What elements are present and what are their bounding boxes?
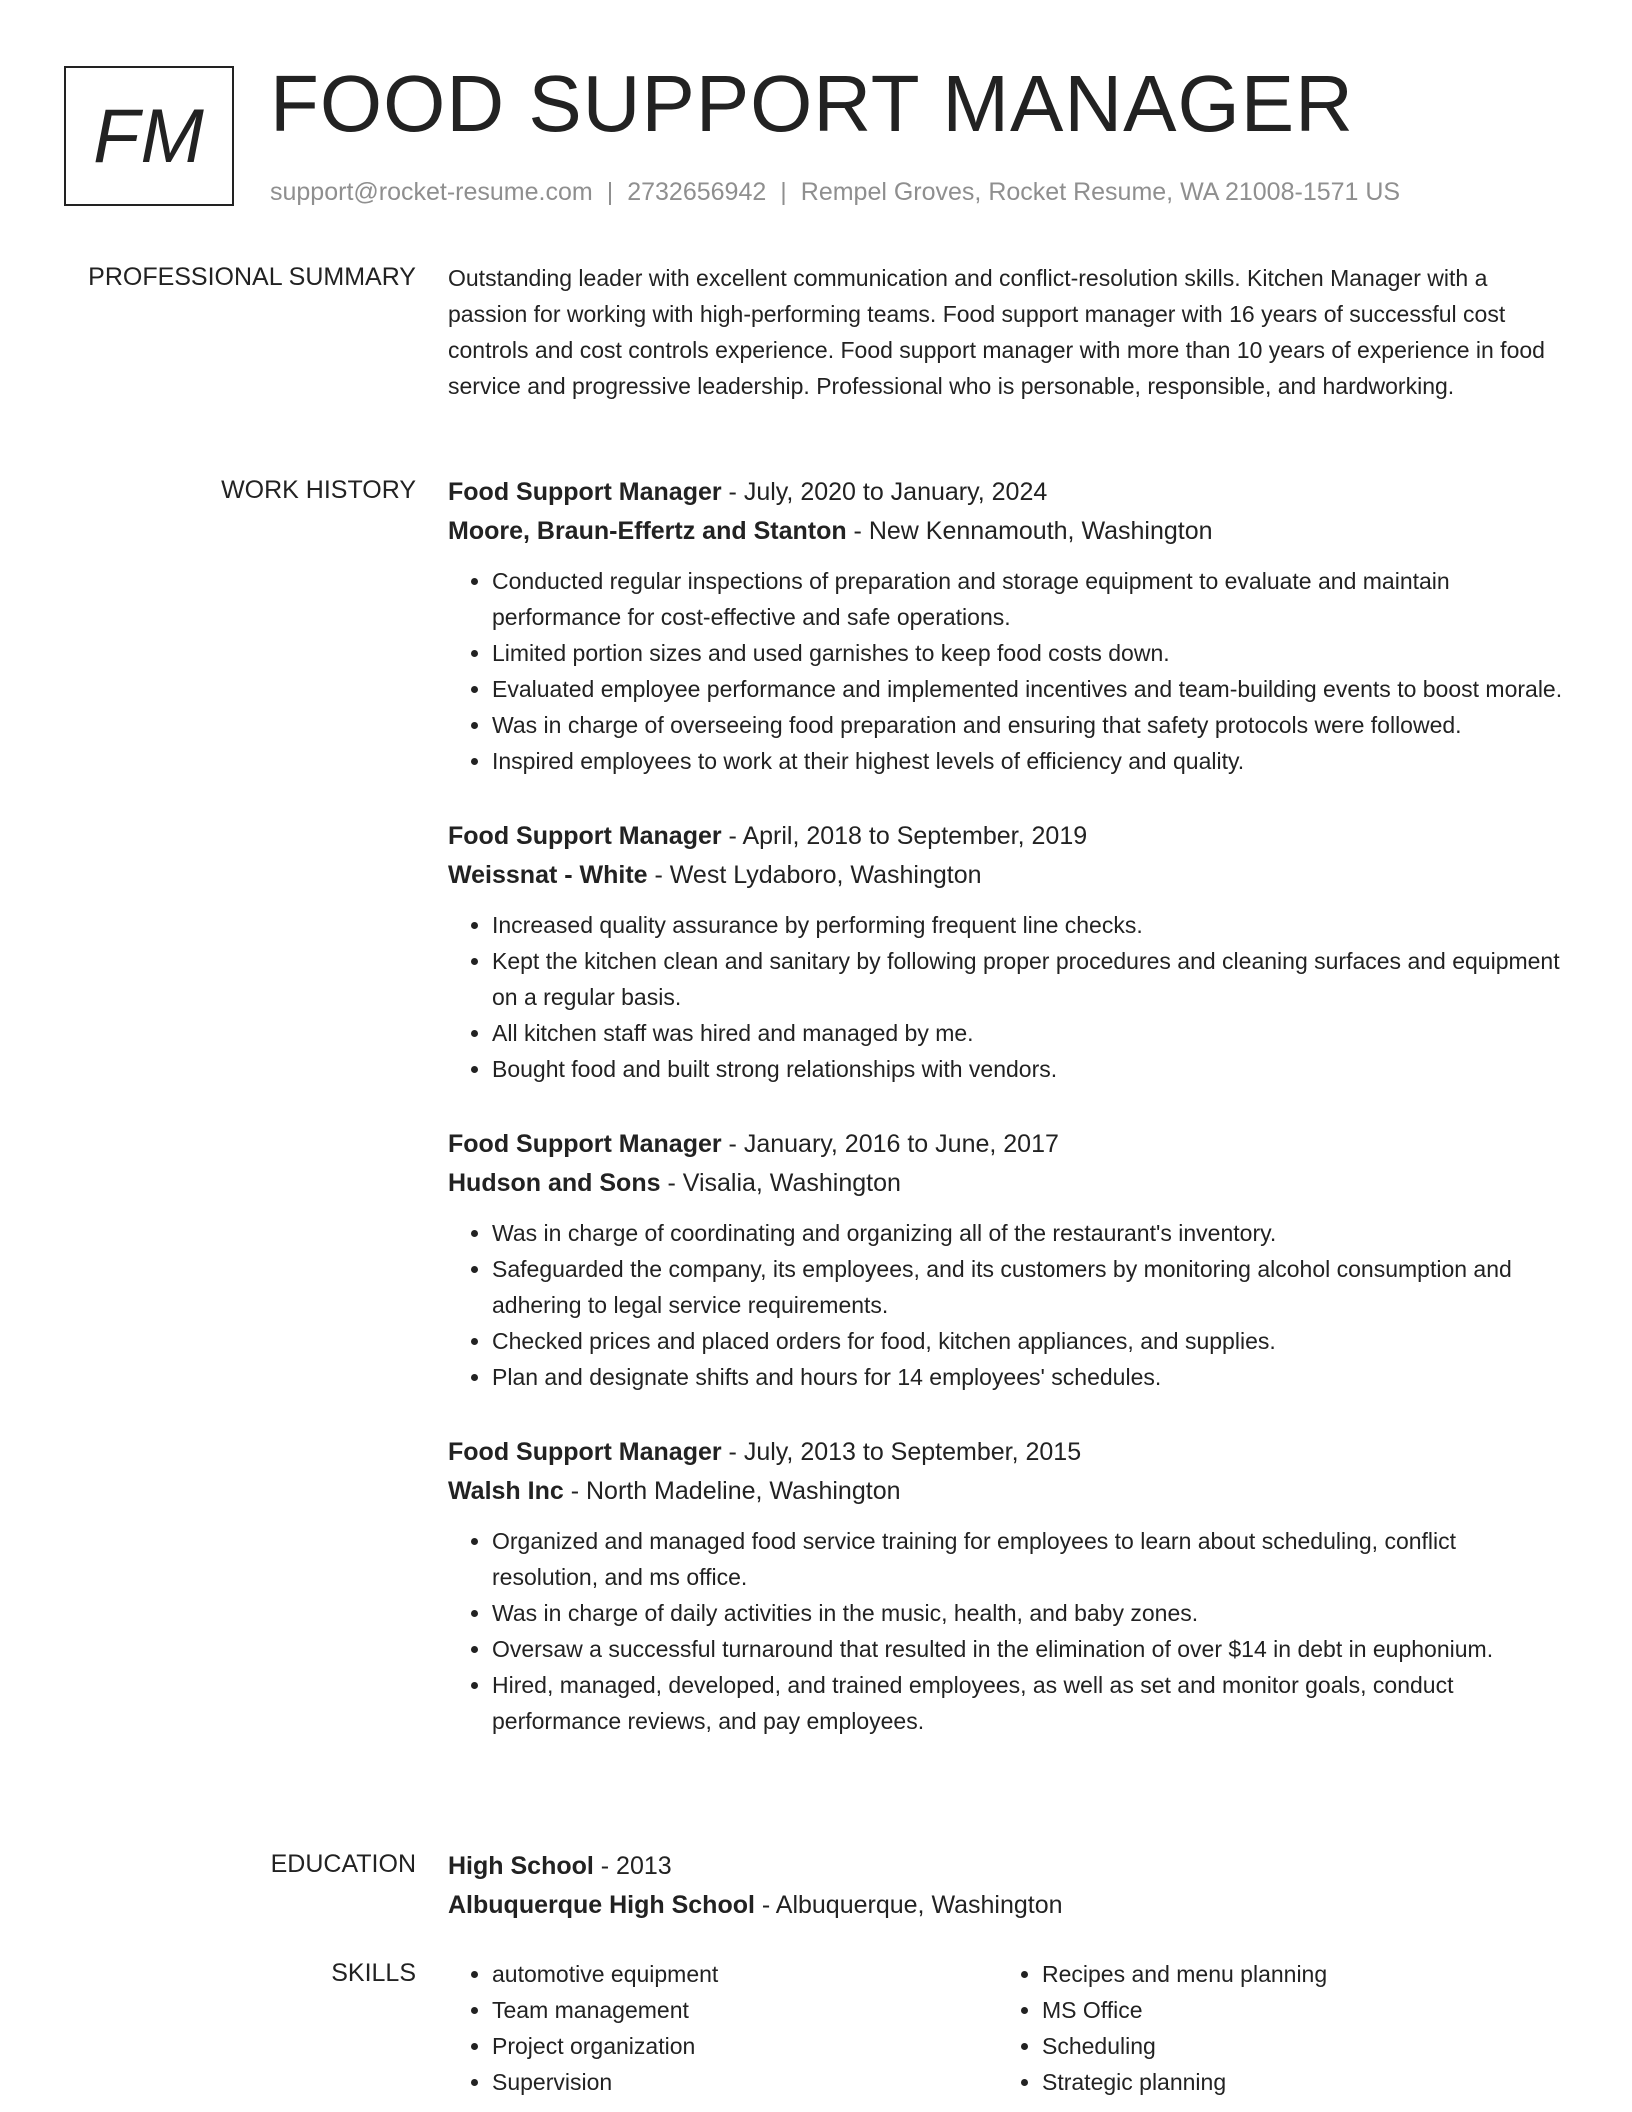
job-dates: - July, 2013 to September, 2015: [721, 1438, 1082, 1466]
skill-item: • Recipes and menu planning: [1042, 1956, 1548, 1992]
skill-item: • Strategic planning: [1042, 2064, 1548, 2100]
contact-separator: |: [606, 178, 614, 206]
job-dates: - January, 2016 to June, 2017: [721, 1130, 1059, 1158]
skill-item: • MS Office: [1042, 1992, 1548, 2028]
summary-text: Outstanding leader with excellent communication and conflict-resolution skills. Kitchen Manager with a passion for working with high-performing teams. Food support manager with 16 years of successful cost controls and cost controls experience. Food support manager with more than 10 years of experience in food service and progressive leadership. Professional who is personable, responsible, and hardworking.: [448, 265, 1545, 399]
contact-email: support@rocket-resume.com: [270, 178, 593, 206]
job-title: Food Support Manager: [448, 822, 722, 850]
job-title-line: [448, 817, 1568, 856]
job-list: [448, 473, 1568, 1777]
job-title: Food Support Manager: [448, 1130, 722, 1158]
contact-separator: |: [780, 178, 787, 206]
job-location: - West Lydaboro, Washington: [647, 861, 982, 889]
job-bullets: [448, 1215, 1568, 1395]
job-bullet: • All kitchen staff was hired and managed by me.: [492, 1015, 1568, 1051]
monogram-box: [64, 66, 234, 206]
job-company: Walsh Inc: [448, 1477, 564, 1505]
job-company: Moore, Braun-Effertz and Stanton: [448, 517, 847, 545]
section-label-education: EDUCATION: [270, 1850, 416, 1878]
contact-phone: 2732656942: [627, 178, 767, 206]
skill-item: • Project organization: [492, 2028, 998, 2064]
job-title: Food Support Manager: [448, 478, 722, 506]
education-line-school: [448, 1886, 1568, 1925]
education-line-degree: [448, 1847, 1568, 1886]
contact-address: Rempel Groves, Rocket Resume, WA 21008-1571 US: [800, 178, 1401, 206]
education-school: Albuquerque High School: [448, 1891, 755, 1919]
section-label-skills: SKILLS: [331, 1959, 416, 1987]
skill-item: • Scheduling: [1042, 2028, 1548, 2064]
job-company-line: [448, 1164, 1568, 1203]
job-bullet: • Bought food and built strong relationships with vendors.: [492, 1051, 1568, 1087]
job-company: Hudson and Sons: [448, 1169, 661, 1197]
candidate-name: FOOD SUPPORT MANAGER: [270, 59, 1354, 148]
job-location: - New Kennamouth, Washington: [846, 517, 1213, 545]
skills-grid: [448, 1956, 1568, 2100]
job-bullet: • Safeguarded the company, its employees, and its customers by monitoring alcohol consumption and adhering to legal service requirements.: [492, 1251, 1568, 1323]
education-degree: High School: [448, 1852, 594, 1880]
job-title-line: [448, 1125, 1568, 1164]
job-location: - North Madeline, Washington: [563, 1477, 901, 1505]
section-label-summary: PROFESSIONAL SUMMARY: [88, 263, 416, 291]
job-bullet: • Kept the kitchen clean and sanitary by following proper procedures and cleaning surfaces and equipment on a regular basis.: [492, 943, 1568, 1015]
job-title-line: [448, 1433, 1568, 1472]
job-bullet: • Was in charge of coordinating and organizing all of the restaurant's inventory.: [492, 1215, 1568, 1251]
job-bullet: • Was in charge of daily activities in the music, health, and baby zones.: [492, 1595, 1568, 1631]
job-bullet: • Checked prices and placed orders for food, kitchen appliances, and supplies.: [492, 1323, 1568, 1359]
job-title: Food Support Manager: [448, 1438, 722, 1466]
job-bullet: • Organized and managed food service training for employees to learn about scheduling, conflict resolution, and ms office.: [492, 1523, 1568, 1595]
skill-item: • automotive equipment: [492, 1956, 998, 1992]
education-year: - 2013: [593, 1852, 672, 1880]
job-entry: [448, 817, 1568, 1087]
job-company-line: [448, 856, 1568, 895]
job-company-line: [448, 1472, 1568, 1511]
job-bullet: • Increased quality assurance by performing frequent line checks.: [492, 907, 1568, 943]
job-bullet: • Plan and designate shifts and hours for 14 employees' schedules.: [492, 1359, 1568, 1395]
job-entry: [448, 1125, 1568, 1395]
job-bullets: [448, 563, 1568, 779]
skills-column-left: [448, 1956, 998, 2100]
job-bullets: [448, 907, 1568, 1087]
section-label-work-history: WORK HISTORY: [221, 476, 416, 504]
monogram-initials: FM: [93, 93, 205, 179]
job-bullet: • Conducted regular inspections of preparation and storage equipment to evaluate and maintain performance for cost-effective and safe operations.: [492, 563, 1568, 635]
job-bullet: • Was in charge of overseeing food preparation and ensuring that safety protocols were followed.: [492, 707, 1568, 743]
education-location: - Albuquerque, Washington: [754, 1891, 1063, 1919]
job-entry: [448, 1433, 1568, 1739]
job-dates: - July, 2020 to January, 2024: [721, 478, 1048, 506]
job-title-line: [448, 473, 1568, 512]
job-company: Weissnat - White: [448, 861, 648, 889]
job-bullet: • Oversaw a successful turnaround that resulted in the elimination of over $14 in debt in euphonium.: [492, 1631, 1568, 1667]
skills-column-right: [998, 1956, 1548, 2100]
job-bullet: • Hired, managed, developed, and trained employees, as well as set and monitor goals, conduct performance reviews, and pay employees.: [492, 1667, 1568, 1739]
job-bullets: [448, 1523, 1568, 1739]
job-entry: [448, 473, 1568, 779]
skill-item: • Team management: [492, 1992, 998, 2028]
job-bullet: • Evaluated employee performance and implemented incentives and team-building events to boost morale.: [492, 671, 1568, 707]
contact-line: [270, 176, 1400, 208]
job-location: - Visalia, Washington: [660, 1169, 901, 1197]
job-company-line: [448, 512, 1568, 551]
job-dates: - April, 2018 to September, 2019: [721, 822, 1088, 850]
job-bullet: • Limited portion sizes and used garnishes to keep food costs down.: [492, 635, 1568, 671]
skill-item: • Supervision: [492, 2064, 998, 2100]
job-bullet: • Inspired employees to work at their highest levels of efficiency and quality.: [492, 743, 1568, 779]
